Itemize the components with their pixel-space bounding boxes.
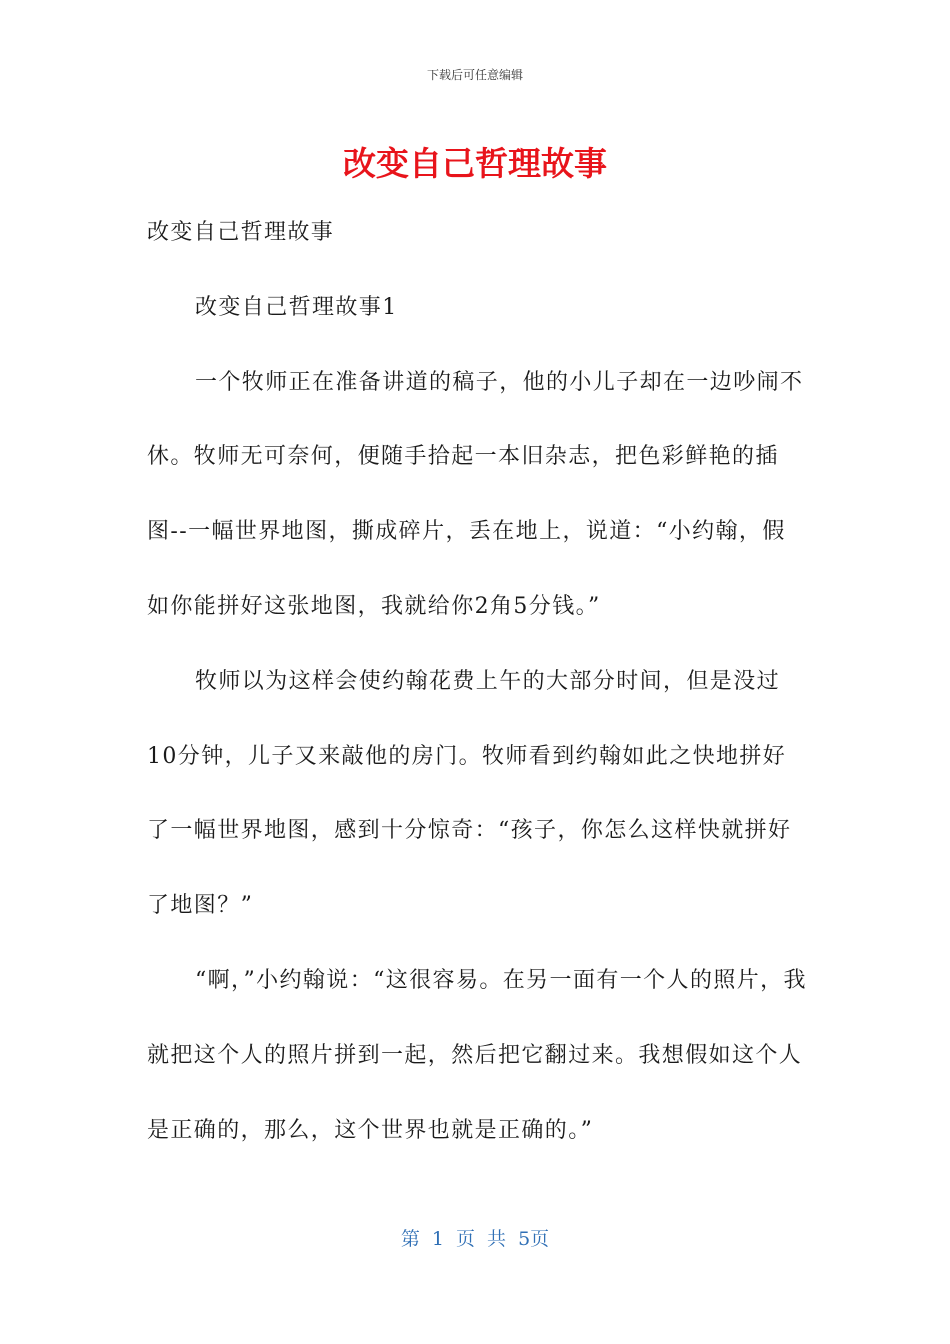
paragraph-subtitle: 改变自己哲理故事 [147,220,335,245]
paragraph: 一个牧师正在准备讲道的稿子，他的小儿子却在一边吵闹不休。牧师无可奈何，便随手拾起一本旧杂志，把色彩鲜艳的插图--一幅世界地图，撕成碎片，丢在地上，说道：“小约翰，假如你能拼好这张地图，我就给你2角5分钱。” [147,369,804,619]
document-title: 改变自己哲理故事 [343,144,607,183]
page-number-footer: 第 1 页 共 5页 [400,1228,550,1250]
paragraph: “啊，”小约翰说：“这很容易。在另一面有一个人的照片，我就把这个人的照片拼到一起，然后把它翻过来。我想假如这个人是正确的，那么，这个世界也就是正确的。” [147,967,807,1143]
paragraph: 牧师以为这样会使约翰花费上午的大部分时间，但是没过10分钟，儿子又来敲他的房门。牧师看到约翰如此之快地拼好了一幅世界地图，感到十分惊奇：“孩子，你怎么这样快就拼好了地图？” [147,668,792,919]
page-header-note: 下载后可任意编辑 [426,68,523,82]
document-body [147,196,807,1168]
paragraph-section-heading: 改变自己哲理故事1 [195,294,398,320]
